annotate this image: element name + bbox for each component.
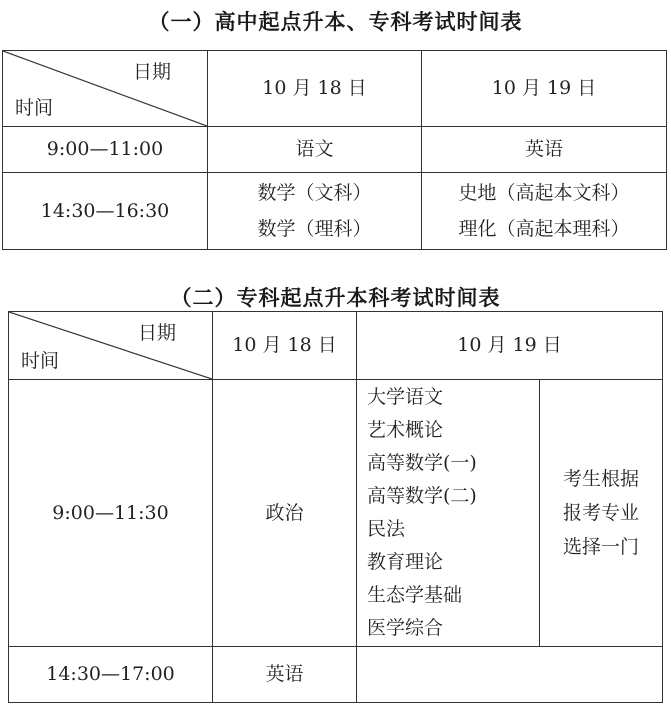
subject-item: 大学语文 bbox=[367, 386, 444, 408]
table1-date1-header: 10 月 18 日 bbox=[208, 51, 422, 127]
table2-date2-header: 10 月 19 日 bbox=[357, 312, 663, 380]
subject-cell bbox=[208, 173, 422, 250]
exam-schedule-table-2 bbox=[8, 311, 663, 703]
corner-date-label: 日期 bbox=[137, 322, 176, 344]
corner-time-label: 时间 bbox=[21, 350, 60, 373]
subject-cell: 语文 bbox=[208, 127, 422, 173]
subject-line: 数学（文科） bbox=[257, 182, 372, 204]
subject-item: 教育理论 bbox=[367, 551, 444, 573]
table1-title: （一）高中起点升本、专科考试时间表 bbox=[148, 10, 523, 34]
subject-item: 民法 bbox=[367, 518, 406, 540]
note-line: 考生根据 bbox=[563, 468, 640, 490]
corner-date-label: 日期 bbox=[132, 61, 171, 83]
table1-corner-cell bbox=[3, 51, 208, 127]
table1-header-row bbox=[3, 51, 667, 127]
subject-item: 高等数学(二) bbox=[367, 485, 477, 507]
subject-cell: 英语 bbox=[213, 647, 357, 703]
subject-item: 生态学基础 bbox=[367, 584, 463, 606]
corner-time-label: 时间 bbox=[15, 97, 54, 120]
table-row bbox=[9, 647, 663, 703]
subject-item: 艺术概论 bbox=[367, 419, 444, 441]
table2-title: （二）专科起点升本科考试时间表 bbox=[170, 286, 501, 310]
exam-schedule-table-1 bbox=[2, 50, 667, 250]
subject-line: 理化（高起本理科） bbox=[458, 218, 630, 240]
subject-list-cell bbox=[357, 380, 540, 647]
note-line: 选择一门 bbox=[563, 536, 640, 558]
subject-line: 数学（理科） bbox=[257, 218, 372, 240]
table-row bbox=[9, 380, 663, 647]
subject-line: 史地（高起本文科） bbox=[458, 182, 630, 204]
subject-item: 高等数学(一) bbox=[367, 452, 477, 474]
table2-date1-header: 10 月 18 日 bbox=[213, 312, 357, 380]
subject-item: 医学综合 bbox=[367, 617, 444, 639]
subject-cell: 政治 bbox=[213, 380, 357, 647]
subject-cell: 英语 bbox=[422, 127, 667, 173]
selection-note-cell bbox=[540, 380, 663, 647]
table-row bbox=[3, 127, 667, 173]
empty-subject-cell bbox=[357, 647, 663, 703]
time-cell: 14:30—16:30 bbox=[3, 173, 208, 250]
time-cell: 9:00—11:00 bbox=[3, 127, 208, 173]
time-cell: 9:00—11:30 bbox=[9, 380, 213, 647]
table1-date2-header: 10 月 19 日 bbox=[422, 51, 667, 127]
table-row bbox=[3, 173, 667, 250]
subject-cell bbox=[422, 173, 667, 250]
table2-corner-cell bbox=[9, 312, 213, 380]
time-cell: 14:30—17:00 bbox=[9, 647, 213, 703]
table2-header-row bbox=[9, 312, 663, 380]
note-line: 报考专业 bbox=[563, 502, 640, 524]
